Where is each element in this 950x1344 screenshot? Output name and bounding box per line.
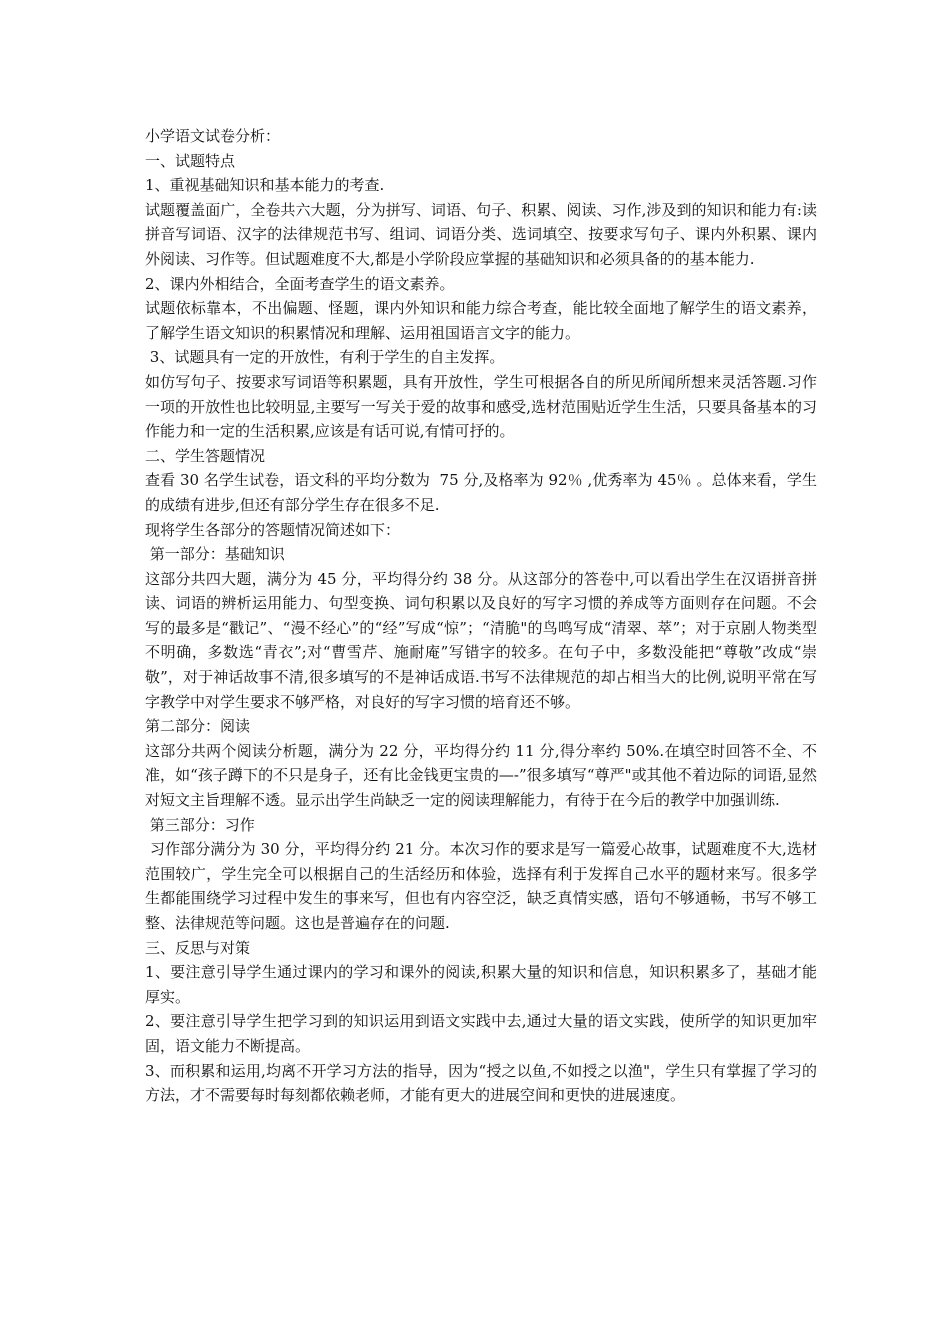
paragraph: 试题依标靠本，不出偏题、怪题，课内外知识和能力综合考查，能比较全面地了解学生的语文素养，了解学生语文知识的积累情况和理解、运用祖国语言文字的能力。 (145, 299, 817, 342)
paragraph: 习作部分满分为 30 分，平均得分约 21 分。本次习作的要求是写一篇爱心故事，试题难度不大,选材范围较广，学生完全可以根据自己的生活经历和体验，选择有利于发挥自己水平的题材来写。很多学生都能围绕学习过程中发生的事来写，但也有内容空泛，缺乏真情实感，语句不够通畅，书写不够工整、法律规范等问题。这也是普遍存在的问题. (145, 840, 817, 932)
subheading-part-2: 第二部分：阅读 (145, 717, 251, 736)
document-title: 小学语文试卷分析： (145, 127, 281, 145)
subheading-1-1: 1、重视基础知识和基本能力的考查. (145, 176, 385, 195)
paragraph: 试题覆盖面广，全卷共六大题，分为拼写、词语、句子、积累、阅读、习作,涉及到的知识和能力有:读拼音写词语、汉字的法律规范书写、组词、词语分类、选词填空、按要求写句子、课内外积累、课内外阅读、习作等。但试题难度不大,都是小学阶段应掌握的基础知识和必须具备的的基本能力. (145, 200, 817, 268)
subheading-1-3: 3、试题具有一定的开放性，有利于学生的自主发挥。 (145, 348, 505, 367)
paragraph: 这部分共四大题，满分为 45 分，平均得分约 38 分。从这部分的答卷中,可以看出学生在汉语拼音拼读、词语的辨析运用能力、句型变换、词句积累以及良好的写字习惯的养成等方面则存在问题。不会写的最多是“戳记”、“漫不经心”的“经”写成“惊”；“清脆"的鸟鸣写成“清翠、萃”；对于京剧人物类型不明确，多数选“青衣”;对“曹雪芹、施耐庵”写错字的较多。在句子中，多数没能把“尊敬”改成“崇敬”，对于神话故事不清,很多填写的不是神话成语.书写不法律规范的却占相当大的比例,说明平常在写字教学中对学生要求不够严格，对良好的写字习惯的培育还不够。 (145, 569, 817, 711)
section-heading-1: 一、试题特点 (145, 151, 236, 170)
paragraph: 2、要注意引导学生把学习到的知识运用到语文实践中去,通过大量的语文实践，使所学的知识更加牢固，语文能力不断提高。 (145, 1012, 817, 1055)
paragraph: 查看 30 名学生试卷，语文科的平均分数为 75 分,及格率为 92％ ,优秀率为 45％ 。总体来看，学生的成绩有进步,但还有部分学生存在很多不足. (145, 471, 817, 514)
paragraph: 如仿写句子、按要求写词语等积累题，具有开放性，学生可根据各自的所见所闻所想来灵活答题.习作一项的开放性也比较明显,主要写一写关于爱的故事和感受,选材范围贴近学生生活，只要具备基本的习作能力和一定的生活积累,应该是有话可说,有情可抒的。 (145, 372, 817, 441)
paragraph: 3、而积累和运用,均离不开学习方法的指导，因为“授之以鱼,不如授之以渔"，学生只有掌握了学习的方法，才不需要每时每刻都依赖老师，才能有更大的进展空间和更快的进展速度。 (145, 1061, 817, 1105)
paragraph: 现将学生各部分的答题情况简述如下： (145, 520, 401, 539)
paragraph: 1、要注意引导学生通过课内的学习和课外的阅读,积累大量的知识和信息，知识积累多了，基础才能厚实。 (145, 963, 817, 1006)
subheading-part-1: 第一部分：基础知识 (145, 545, 285, 564)
paragraph: 这部分共两个阅读分析题，满分为 22 分，平均得分约 11 分,得分率约 50%.在填空时回答不全、不准，如“孩子蹲下的不只是身子，还有比金钱更宝贵的—-”很多填写“尊严"或其他不着边际的词语,显然对短文主旨理解不透。显示出学生尚缺乏一定的阅读理解能力，有待于在今后的教学中加强训练. (145, 741, 817, 810)
subheading-1-2: 2、课内外相结合，全面考查学生的语文素养。 (145, 274, 455, 293)
subheading-part-3: 第三部分：习作 (145, 815, 255, 834)
document-body (145, 124, 817, 1108)
section-heading-2: 二、学生答题情况 (145, 446, 266, 465)
section-heading-3: 三、反思与对策 (145, 938, 251, 957)
